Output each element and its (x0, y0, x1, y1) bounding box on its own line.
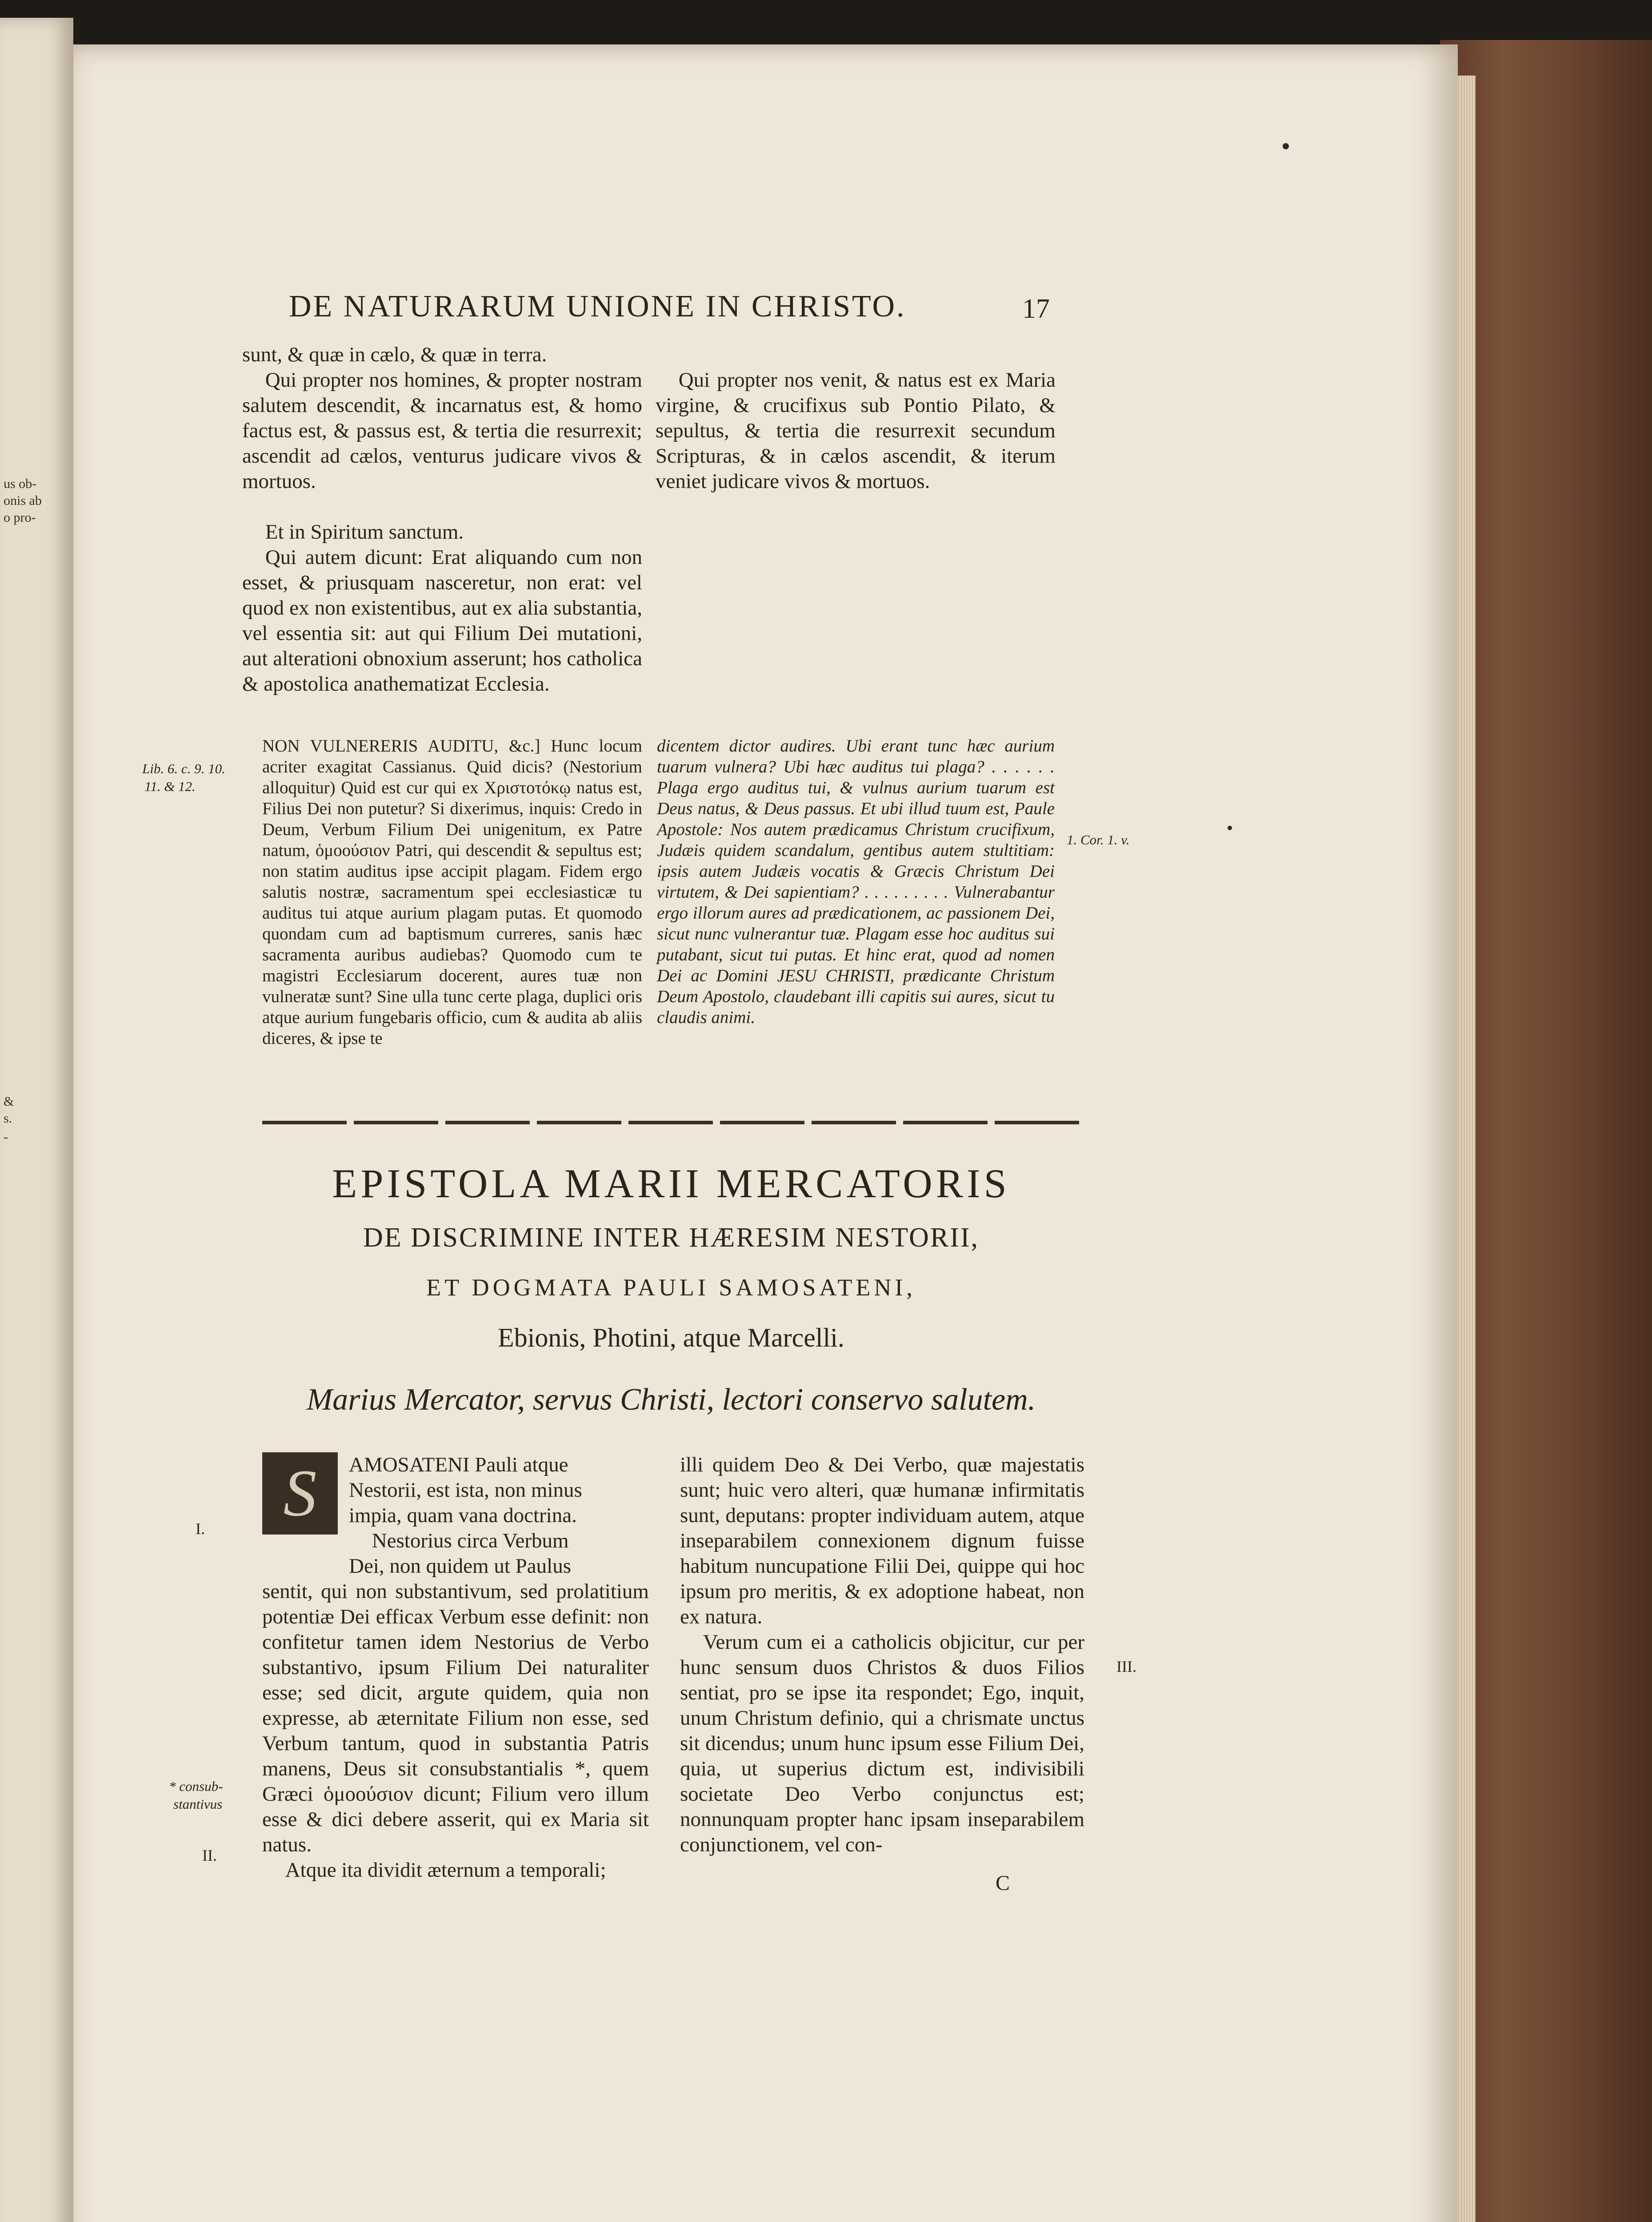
creed-paragraph: Qui propter nos venit, & natus est ex Maria virgine, & crucifixus sub Pontio Pilato, & sepultus, & tertia die resurrexit secundum Scripturas, & in cælos ascendit, & iterum veniet judicare vivos & mortuos. (656, 368, 1056, 493)
prev-page-fragment: s. (4, 1111, 12, 1126)
page-speck (1228, 826, 1232, 830)
creed-top-line: sunt, & quæ in cælo, & quæ in terra. (242, 343, 547, 366)
creed-paragraph: Qui autem dicunt: Erat aliquando cum non esset, & priusquam nasceretur, non erat: vel quod ex non existentibus, aut ex alia substantia, vel essentia sit: aut qui Filium Dei mutationi, aut alterationi obnoxium asserunt; hos catholica & apostolica anathematizat Ecclesia. (242, 546, 642, 695)
epistola-left-column (262, 1579, 649, 1883)
opening-line: impia, quam vana doctrina. (349, 1504, 577, 1527)
epistola-subtitle: DE DISCRIMINE INTER HÆRESIM NESTORII, (363, 1223, 980, 1253)
opening-line: Dei, non quidem ut Paulus (349, 1555, 571, 1578)
epistola-paragraph: Atque ita dividit æternum a temporali; (285, 1858, 606, 1882)
margin-section-number: III. (1116, 1658, 1136, 1675)
page-speck (1283, 143, 1289, 149)
margin-reference: 11. & 12. (144, 779, 196, 794)
margin-gloss: stantivus (173, 1796, 223, 1812)
signature-mark: C (996, 1871, 1010, 1895)
epistola-title: EPISTOLA MARII MERCATORIS (332, 1161, 1010, 1206)
epistola-salutation: Marius Mercator, servus Christi, lectori conservo salutem. (306, 1383, 1036, 1417)
epistola-subtitle: Ebionis, Photini, atque Marcelli. (498, 1323, 844, 1352)
note-right-column: dicentem dictor audires. Ubi erant tunc hæc aurium tuarum vulnera? Ubi hæc auditus tui plaga? . . . . . . Plaga ergo auditus tui, & vulnus aurium tuarum est Deus natus, & Deus passus. Et ubi illud tuum est, Paule Apostole: Nos autem prædicamus Christum crucifixum, Judæis quidem scandalum, gentibus autem stultitiam: ipsis autem Judæis vocatis & Græcis Christum Dei virtutem, & Dei sapientiam? . . . . . . . . . Vulnerabantur ergo illorum aures ad prædicationem, ac passionem Dei, sicut nunc vulnerantur tuæ. Plagam esse hoc auditus sui putabant, sicut tui putas. Et hinc erat, quod ad nomen Dei ac Domini JESU CHRISTI, prædicante Christum Deum Apostolo, claudebant illi capitis sui aures, sicut tu claudis animi. (657, 736, 1055, 1027)
epistola-paragraph: sentit, qui non substantivum, sed prolatitium potentiæ Dei efficax Verbum esse definit: non confitetur tamen idem Nestorius de Verbo substantivo, ipsum Filium Dei naturaliter esse; sed dicit, argute quidem, quia non expresse, ab æternitate Filium non esse, sed Verbum tantum, quod in substantia Patris manens, Deus sit consubstantialis *, quem Græci ὁμοούσιον dicunt; Filium vero illum esse & dici debere asserit, qui ex Maria sit natus. (262, 1580, 649, 1856)
creed-left-column (242, 342, 642, 697)
epistola-right-column (680, 1452, 1084, 1858)
opening-line: Nestorius circa Verbum (372, 1529, 569, 1552)
creed-paragraph: Et in Spiritum sanctum. (265, 520, 464, 544)
prev-page-fragment: & (4, 1094, 14, 1109)
running-head: DE NATURARUM UNIONE IN CHRISTO. (289, 289, 906, 324)
epistola-subtitle: ET DOGMATA PAULI SAMOSATENI, (426, 1274, 916, 1301)
margin-reference: Lib. 6. c. 9. 10. (142, 761, 225, 776)
margin-reference: 1. Cor. 1. v. (1067, 832, 1130, 847)
epistola-paragraph: Verum cum ei a catholicis objicitur, cur per hunc sensum duos Christos & duos Filios sentiat, pro se ipse ita respondet; Ego, inquit, unum Christum definio, qui a chrismate unctus sit dicendus; unum hunc ipsum esse Filium Dei, quia, ut superius dictum est, indivisibili societate Deo Verbo conjunctus est; nonnunquam propter hanc ipsam inseparabilem conjunctionem, vel con- (680, 1631, 1084, 1856)
margin-gloss: * consub- (169, 1778, 223, 1794)
drop-cap: S (262, 1452, 338, 1535)
opening-line: AMOSATENI Pauli atque (349, 1453, 568, 1476)
opening-line: Nestorii, est ista, non minus (349, 1479, 582, 1502)
page-number: 17 (1022, 294, 1050, 324)
prev-page-fragment: onis ab (4, 493, 42, 508)
epistola-opening-lines (349, 1452, 649, 1579)
prev-page-fragment: - (4, 1130, 8, 1144)
creed-paragraph: Qui propter nos homines, & propter nostram salutem descendit, & incarnatus est, & homo factus est, & passus est, & tertia die resurrexit; ascendit ad cælos, venturus judicare vivos & mortuos. (242, 368, 642, 493)
section-separator (262, 1121, 1080, 1124)
note-left-column: NON VULNERERIS AUDITU, &c.] Hunc locum acriter exagitat Cassianus. Quid dicis? (Nestorium alloquitur) Quid est cur qui ex Χριστοτόκῳ natus est, Filius Dei non putetur? Si dixerimus, inquis: Credo in Deum, Verbum Filium Dei unigenitum, ex Patre natum, ὁμοούσιον Patri, qui descendit & sepultus est; non statim auditus ipse accipit plagam. Fidem ergo salutis nostræ, sacramentum spei ecclesiasticæ tu auditus tui atque aurium plagam putas. Et quomodo quondam cum ad baptismum curreres, sanis hæc sacramenta auribus audiebas? Quomodo cum te magistri Ecclesiarum docerent, aures tuæ non vulneratæ sunt? Sine ulla tunc certe plaga, duplici oris atque aurium fungebaris officio, cum & audita ab aliis diceres, & ipse te (262, 736, 642, 1048)
creed-right-column (656, 368, 1056, 494)
prev-page-fragment: us ob- (4, 476, 37, 491)
epistola-paragraph: illi quidem Deo & Dei Verbo, quæ majestatis sunt; huic vero alteri, quæ humanæ infirmitatis sunt, deputans: propter individuam autem, atque inseparabilem connexionem dignum fuisse habitum nuncupatione Filii Dei, quippe qui hoc ipsum pro meritis, & ex adoptione habeat, non ex natura. (680, 1453, 1084, 1628)
prev-page-fragment: o pro- (4, 510, 36, 525)
margin-section-number: I. (196, 1520, 205, 1538)
margin-section-number: II. (202, 1846, 217, 1864)
